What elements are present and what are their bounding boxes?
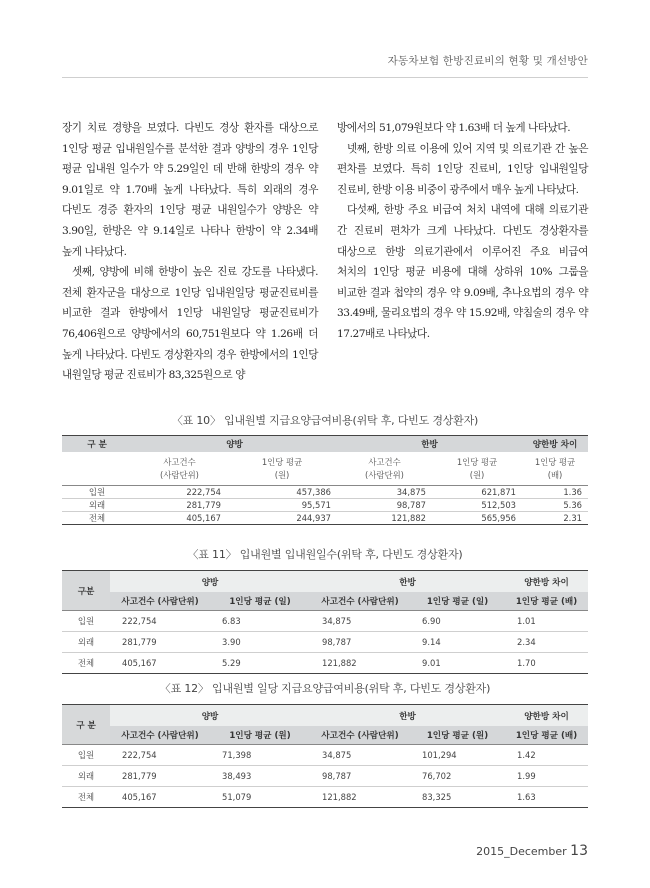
sub-header: 사고건수 (사람단위) [310, 592, 410, 611]
paragraph: 넷째, 한방 의료 이용에 있어 지역 및 의료기관 간 높은 편차를 보였다. 특히 1인당 진료비, 1인당 입내원일당 진료비, 한방 이용 비중이 광주에서 매우 높게 나타났다. [337, 142, 588, 196]
column-header: 양방 [110, 705, 310, 727]
table-cell: 6.83 [210, 611, 310, 632]
table-cell: 405,167 [110, 787, 210, 808]
issue-label: 2015_December [476, 845, 567, 858]
row-label: 입원 [62, 486, 132, 499]
table-cell: 512,503 [432, 499, 522, 512]
table-row [62, 632, 588, 653]
column-header: 양방 [110, 571, 310, 593]
table-cell: 9.01 [410, 653, 505, 674]
sub-header: 1인당 평균 (원) [210, 726, 310, 745]
table-cell: 34,875 [310, 611, 410, 632]
column-header: 양방 [132, 436, 337, 453]
table-12 [62, 704, 588, 808]
running-header: 자동차보험 한방진료비의 현황 및 개선방안 [387, 55, 588, 67]
table-cell: 121,882 [310, 653, 410, 674]
table-cell: 5.36 [522, 499, 588, 512]
sub-header: 사고건수 (사람단위) [110, 592, 210, 611]
table-cell: 1.99 [505, 766, 588, 787]
header-divider [62, 77, 588, 78]
table-cell: 457,386 [227, 486, 337, 499]
row-label: 외래 [62, 499, 132, 512]
sub-header: 1인당 평균 (원) [432, 452, 522, 486]
table-row [62, 499, 588, 512]
paragraph: 방에서의 51,079원보다 약 1.63배 더 높게 나타났다. [337, 122, 571, 134]
table-cell: 2.34 [505, 632, 588, 653]
table-cell: 1.36 [522, 486, 588, 499]
row-label: 외래 [62, 766, 110, 787]
table-cell: 98,787 [310, 766, 410, 787]
column-header: 양한방 차이 [505, 705, 588, 727]
table-cell: 222,754 [110, 745, 210, 766]
sub-header: 1인당 평균 (일) [210, 592, 310, 611]
table-cell: 121,882 [310, 787, 410, 808]
sub-header: 1인당 평균 (원) [227, 452, 337, 486]
table-cell: 101,294 [410, 745, 505, 766]
table-caption: 〈표 12〉 입내원별 일당 지급요양급여비용(위탁 후, 다빈도 경상환자) [159, 682, 491, 695]
column-header: 구 분 [62, 436, 132, 453]
table-row [62, 512, 588, 525]
table-row [62, 486, 588, 499]
table-caption: 〈표 11〉 입내원별 입내원일수(위탁 후, 다빈도 경상환자) [187, 548, 463, 561]
table-cell: 83,325 [410, 787, 505, 808]
table-row [62, 745, 588, 766]
table-cell: 621,871 [432, 486, 522, 499]
table-10 [62, 435, 588, 525]
row-label: 전체 [62, 787, 110, 808]
table-cell: 565,956 [432, 512, 522, 525]
page-number: 13 [570, 843, 588, 859]
column-header: 구 분 [62, 705, 110, 745]
row-label: 외래 [62, 632, 110, 653]
body-column-left [62, 118, 318, 386]
table-caption: 〈표 10〉 입내원별 지급요양급여비용(위탁 후, 다빈도 경상환자) [171, 414, 479, 427]
table-cell: 34,875 [310, 745, 410, 766]
paragraph: 다섯째, 한방 주요 비급여 처치 내역에 대해 의료기관 간 진료비 편차가 크게 나타났다. 다빈도 경상환자를 대상으로 한방 의료기관에서 이루어진 주요 비급여 처치의 1인당 평균 비용에 대해 상하위 10% 그룹을 비교한 결과 첩약의 경우 약 9.09배, 추나요법의 경우 약 33.49배, 물리요법의 경우 약 15.92배, 약침술의 경우 약 17.27배로 나타났다. [337, 204, 588, 340]
table-cell: 2.31 [522, 512, 588, 525]
table-cell: 98,787 [337, 499, 432, 512]
table-cell: 1.01 [505, 611, 588, 632]
column-header: 한방 [337, 436, 522, 453]
row-label: 전체 [62, 512, 132, 525]
table-cell: 281,779 [110, 632, 210, 653]
table-cell: 281,779 [132, 499, 227, 512]
paragraph: 장기 치료 경향을 보였다. 다빈도 경상 환자를 대상으로 1인당 평균 입내원일수를 분석한 결과 양방의 경우 1인당 평균 입내원 일수가 약 5.29일인 데 반해 한방의 경우 약 9.01일로 약 1.70배 높게 나타났다. 특히 외래의 경우 다빈도 경증 환자의 1인당 평균 내원일수가 양방은 약 3.90일, 한방은 약 9.14일로 나타나 한방이 약 2.34배 높게 나타났다. [62, 122, 318, 258]
column-header: 한방 [310, 705, 505, 727]
table-cell: 95,571 [227, 499, 337, 512]
page-footer [476, 843, 588, 859]
table-cell: 38,493 [210, 766, 310, 787]
table-cell: 405,167 [110, 653, 210, 674]
paragraph: 셋째, 양방에 비해 한방이 높은 진료 강도를 나타냈다. 전체 환자군을 대상으로 1인당 입내원일당 평균진료비를 비교한 결과 한방에서 1인당 내원일당 평균진료비가 76,406원으로 양방에서의 60,751원보다 약 1.26배 더 높게 나타났다. 다빈도 경상환자의 경우 한방에서의 1인당 내원일당 평균 진료비가 83,325원으로 양 [62, 266, 318, 382]
sub-header: 1인당 평균 (일) [410, 592, 505, 611]
table-row [62, 766, 588, 787]
table-cell: 281,779 [110, 766, 210, 787]
table-cell: 244,937 [227, 512, 337, 525]
table-cell: 1.42 [505, 745, 588, 766]
sub-header: 1인당 평균 (원) [410, 726, 505, 745]
row-label: 입원 [62, 611, 110, 632]
column-header: 양한방 차이 [522, 436, 588, 453]
column-header: 한방 [310, 571, 505, 593]
table-cell: 121,882 [337, 512, 432, 525]
body-column-right [337, 118, 588, 345]
table-cell: 5.29 [210, 653, 310, 674]
table-cell: 9.14 [410, 632, 505, 653]
sub-header: 사고건수 (사람단위) [310, 726, 410, 745]
table-row [62, 611, 588, 632]
table-cell: 222,754 [132, 486, 227, 499]
sub-header: 사고건수 (사람단위) [337, 452, 432, 486]
row-label: 전체 [62, 653, 110, 674]
sub-header: 1인당 평균 (배) [522, 452, 588, 486]
table-cell: 34,875 [337, 486, 432, 499]
sub-header: 사고건수 (사람단위) [132, 452, 227, 486]
table-cell: 405,167 [132, 512, 227, 525]
row-label: 입원 [62, 745, 110, 766]
table-cell: 3.90 [210, 632, 310, 653]
table-cell [62, 452, 132, 486]
table-cell: 76,702 [410, 766, 505, 787]
table-row [62, 653, 588, 674]
table-11 [62, 570, 588, 674]
table-cell: 71,398 [210, 745, 310, 766]
column-header: 양한방 차이 [505, 571, 588, 593]
table-cell: 98,787 [310, 632, 410, 653]
table-cell: 6.90 [410, 611, 505, 632]
table-row [62, 787, 588, 808]
table-cell: 1.63 [505, 787, 588, 808]
table-cell: 222,754 [110, 611, 210, 632]
column-header: 구분 [62, 571, 110, 611]
table-cell: 51,079 [210, 787, 310, 808]
sub-header: 사고건수 (사람단위) [110, 726, 210, 745]
sub-header: 1인당 평균 (배) [505, 726, 588, 745]
sub-header: 1인당 평균 (배) [505, 592, 588, 611]
table-cell: 1.70 [505, 653, 588, 674]
